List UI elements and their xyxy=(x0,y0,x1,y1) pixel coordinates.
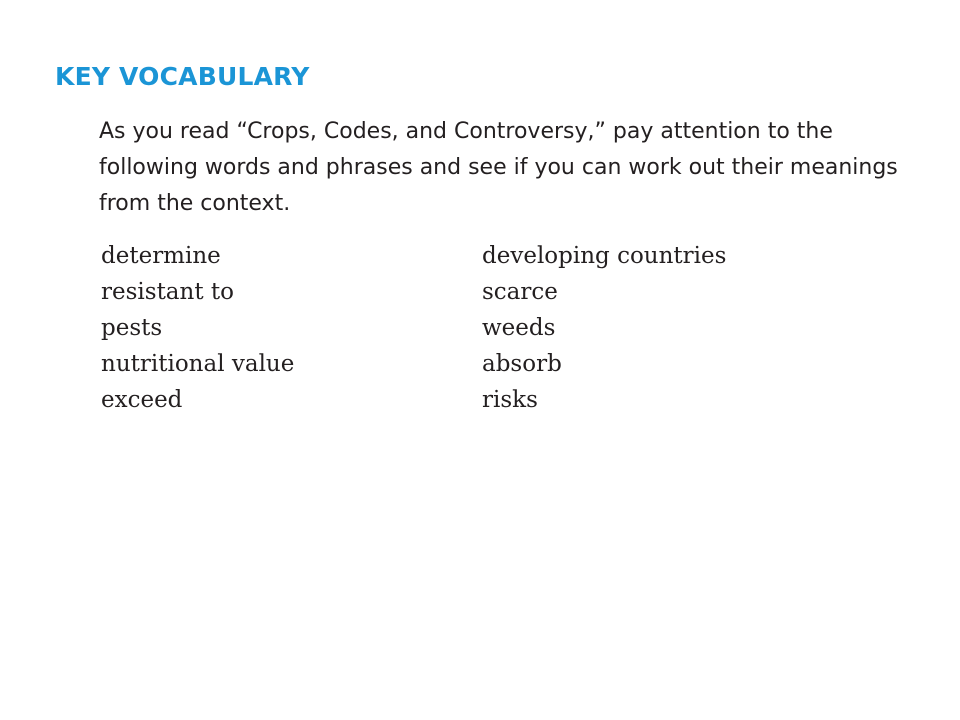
vocab-term: scarce xyxy=(482,279,558,305)
vocab-column-left xyxy=(101,238,294,418)
vocab-term: determine xyxy=(101,243,221,269)
vocab-term: nutritional value xyxy=(101,351,295,377)
vocab-term: resistant to xyxy=(101,279,234,305)
vocab-term: developing countries xyxy=(482,243,727,269)
vocab-term: risks xyxy=(482,387,538,413)
vocab-column-right xyxy=(482,238,726,418)
intro-paragraph: As you read “Crops, Codes, and Controversy,” pay attention to the following words and phrases and see if you can work out their meanings from the context. xyxy=(99,119,898,216)
section-heading: KEY VOCABULARY xyxy=(55,62,310,91)
vocab-term: pests xyxy=(101,315,163,341)
vocab-term: weeds xyxy=(482,315,556,341)
vocab-term: exceed xyxy=(101,387,183,413)
vocab-term: absorb xyxy=(482,351,562,377)
